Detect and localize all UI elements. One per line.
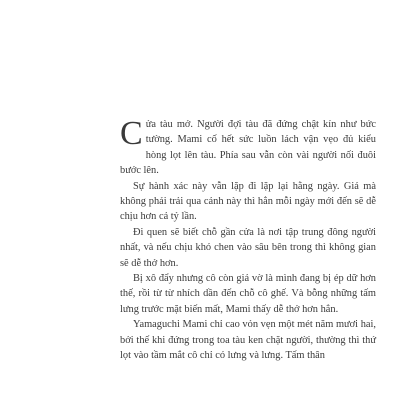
story-text [120, 117, 376, 364]
paragraph-1 [120, 117, 376, 179]
paragraph-2: Sự hành xác này vẫn lặp đi lặp lại hằng ngày. Giá mà không phải trải qua cảnh này thì hẳn mỗi ngày mới đến sẽ dễ chịu hơn cả tỷ lần. [120, 180, 376, 223]
drop-cap: C [120, 115, 143, 152]
paragraph-1-text: ửa tàu mở. Người đợi tàu đã đứng chật kín như bức tường. Mami cố hết sức luồn lách vận vẹo đủ kiểu hòng lọt lên tàu. Phía sau vẫn còn vài người nối đuôi bước lên. [120, 119, 376, 177]
paragraph-4: Bị xô đẩy nhưng cô còn giả vờ là mình đang bị ép dữ hơn thế, rồi từ từ nhích dần đến chỗ cô ghế. Và bỗng những tấm lưng trước mặt biến mất, Mami thấy dễ thở hơn hẳn. [120, 273, 376, 315]
paragraph-5: Yamaguchi Mami chỉ cao vỏn vẹn một mét năm mươi hai, bởi thế khi đứng trong toa tàu ken chặt người, thường thì thứ lọt vào tầm mắt cô chỉ có lưng và lưng. Tấm thân [120, 319, 376, 362]
paragraph-3: Đi quen sẽ biết chỗ gần cửa là nơi tập trung đông người nhất, và nếu chịu khó chen vào sâu bên trong thì không gian sẽ dễ thở hơn. [120, 226, 376, 269]
